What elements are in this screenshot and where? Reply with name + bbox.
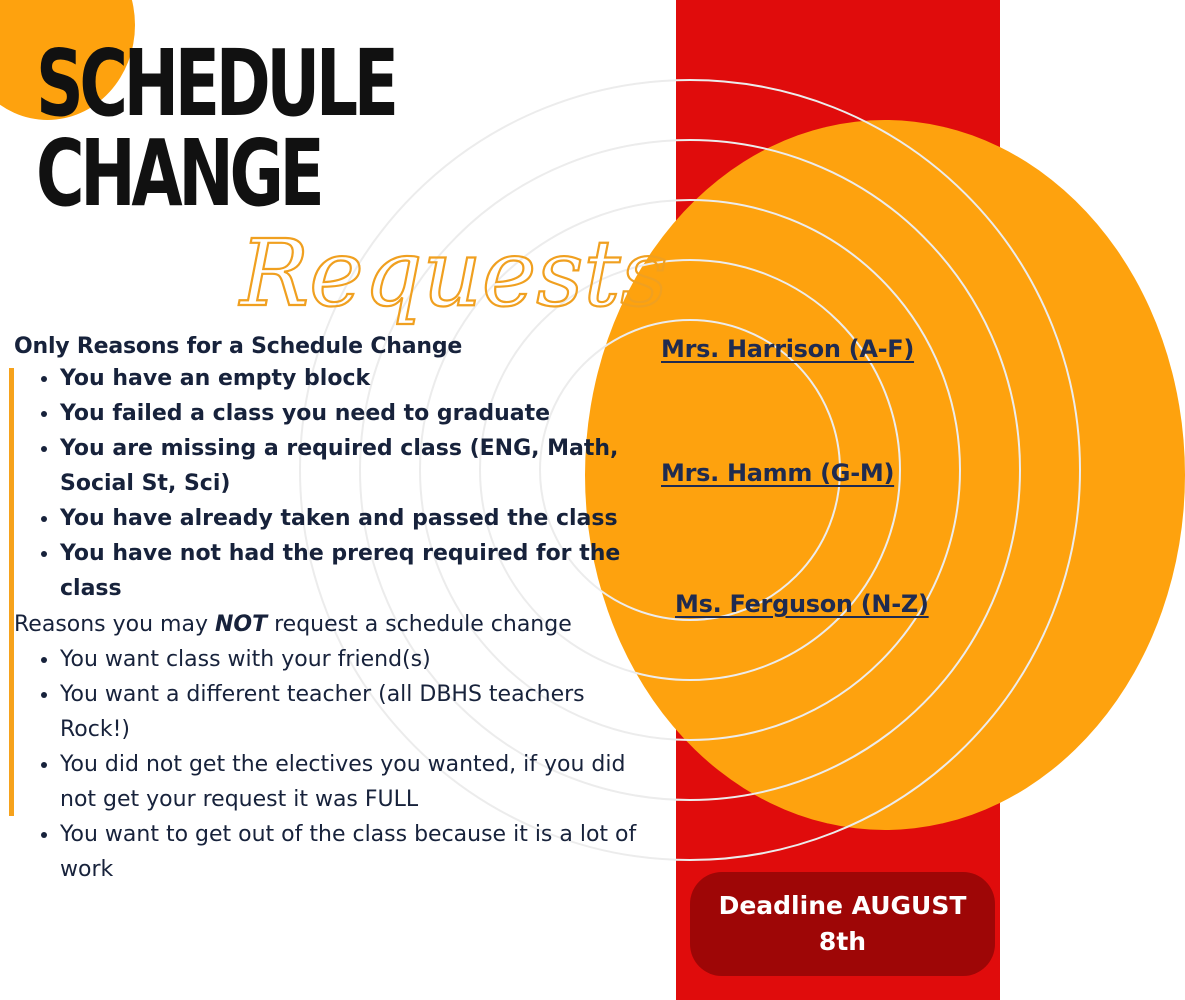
not-allowed-heading-end: request a schedule change [267,612,572,637]
counselor-link-ferguson[interactable]: Ms. Ferguson (N-Z) [675,590,929,618]
not-emphasis: NOT [214,612,268,637]
deadline-text: Deadline AUGUST 8th [718,891,967,956]
deadline-badge [690,872,995,976]
list-item: • You want to get out of the class because it is a lot of work [60,817,654,887]
not-allowed-reasons-list [14,642,654,887]
reasons-content [14,332,654,887]
counselor-link-harrison[interactable]: Mrs. Harrison (A-F) [661,335,915,363]
list-item: • You want class with your friend(s) [60,642,654,677]
not-allowed-heading-start: Reasons you may [14,612,215,637]
list-item: • You failed a class you need to graduate [60,396,654,431]
list-item: • You have an empty block [60,361,654,396]
title-line-change: CHANGE [36,120,321,227]
list-item: • You have already taken and passed the class [60,501,654,536]
list-item: • You are missing a required class (ENG, Math, Social St, Sci) [60,431,654,501]
list-item: • You want a different teacher (all DBHS teachers Rock!) [60,677,654,747]
not-allowed-heading [14,608,654,642]
script-requests-text: Requests [240,220,668,327]
title-script-requests [230,205,668,335]
counselor-link-hamm[interactable]: Mrs. Hamm (G-M) [661,459,895,487]
title-line-schedule: SCHEDULE [36,30,395,137]
list-item: • You have not had the prereq required for the class [60,536,654,606]
allowed-reasons-list [14,361,654,606]
allowed-reasons-heading: Only Reasons for a Schedule Change [14,334,463,359]
list-item: • You did not get the electives you wanted, if you did not get your request it was FULL [60,747,654,817]
